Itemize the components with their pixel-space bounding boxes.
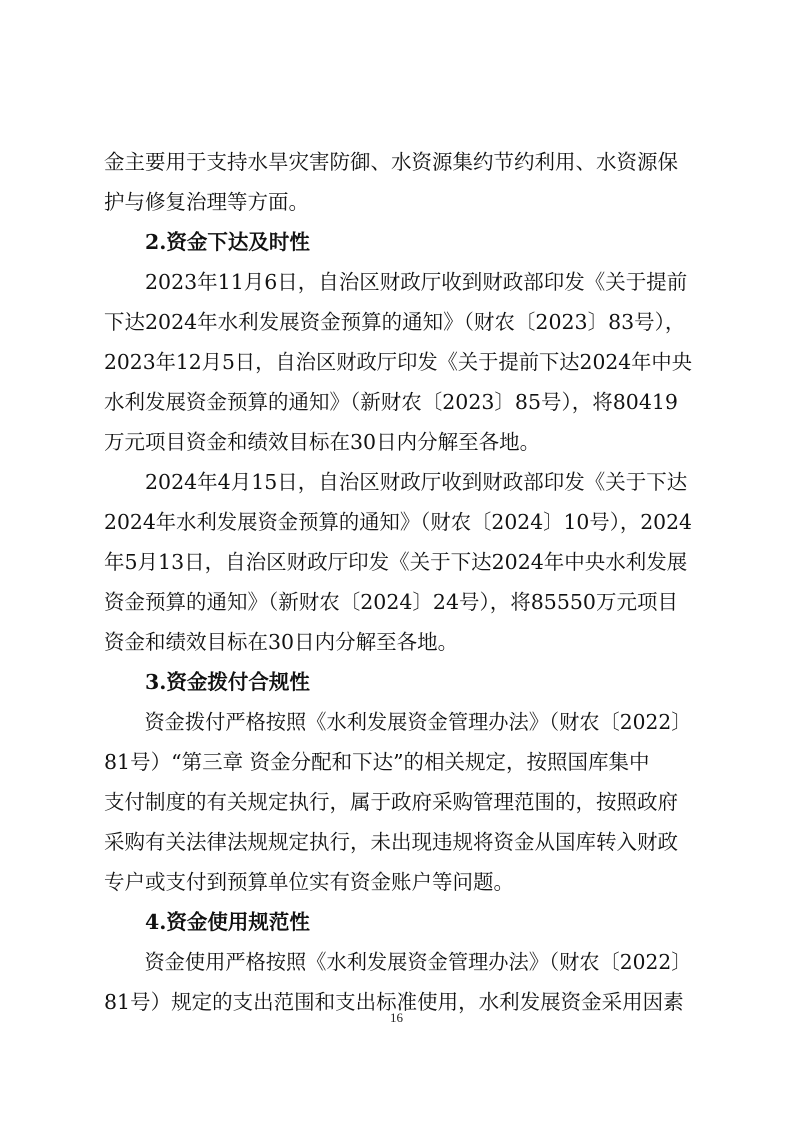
document-body bbox=[104, 142, 692, 1022]
paragraph-line: 资金预算的通知》（新财农〔2024〕24号），将85550万元项目 bbox=[104, 590, 678, 614]
paragraph-line: 2023年11月6日，自治区财政厅收到财政部印发《关于提前 bbox=[145, 270, 688, 294]
paragraph-line: 2024年4月15日，自治区财政厅收到财政部印发《关于下达 bbox=[145, 470, 688, 494]
paragraph-line: 2023年12月5日，自治区财政厅印发《关于提前下达2024年中央 bbox=[104, 350, 692, 374]
paragraph-line: 资金使用严格按照《水利发展资金管理办法》（财农〔2022〕 bbox=[144, 950, 692, 974]
paragraph-line: 下达2024年水利发展资金预算的通知》（财农〔2023〕83号）， bbox=[104, 310, 686, 334]
paragraph-line: 年5月13日，自治区财政厅印发《关于下达2024年中央水利发展 bbox=[104, 550, 688, 574]
paragraph-line: 81号）规定的支出范围和支出标准使用，水利发展资金采用因素 bbox=[104, 990, 684, 1014]
paragraph-line: 护与修复治理等方面。 bbox=[104, 190, 309, 214]
paragraph-line: 2024年水利发展资金预算的通知》（财农〔2024〕10号），2024 bbox=[104, 510, 692, 534]
page-number: 16 bbox=[390, 1010, 403, 1025]
paragraph-line: 支付制度的有关规定执行，属于政府采购管理范围的，按照政府 bbox=[104, 790, 678, 814]
paragraph-line: 水利发展资金预算的通知》（新财农〔2023〕85号），将80419 bbox=[104, 390, 678, 414]
paragraph-line: 采购有关法律法规规定执行，未出现违规将资金从国库转入财政 bbox=[104, 830, 678, 854]
paragraph-line: 专户或支付到预算单位实有资金账户等问题。 bbox=[104, 870, 514, 894]
paragraph-line: 资金和绩效目标在30日内分解至各地。 bbox=[104, 630, 459, 654]
section-heading: 2.资金下达及时性 bbox=[145, 230, 310, 254]
section-heading: 4.资金使用规范性 bbox=[145, 910, 310, 934]
paragraph-line: 万元项目资金和绩效目标在30日内分解至各地。 bbox=[104, 430, 541, 454]
paragraph-line: 81号）“第三章 资金分配和下达”的相关规定，按照国库集中 bbox=[104, 750, 650, 774]
paragraph-line: 资金拨付严格按照《水利发展资金管理办法》（财农〔2022〕 bbox=[144, 710, 692, 734]
section-heading: 3.资金拨付合规性 bbox=[145, 670, 310, 694]
paragraph-line: 金主要用于支持水旱灾害防御、水资源集约节约利用、水资源保 bbox=[104, 150, 678, 174]
